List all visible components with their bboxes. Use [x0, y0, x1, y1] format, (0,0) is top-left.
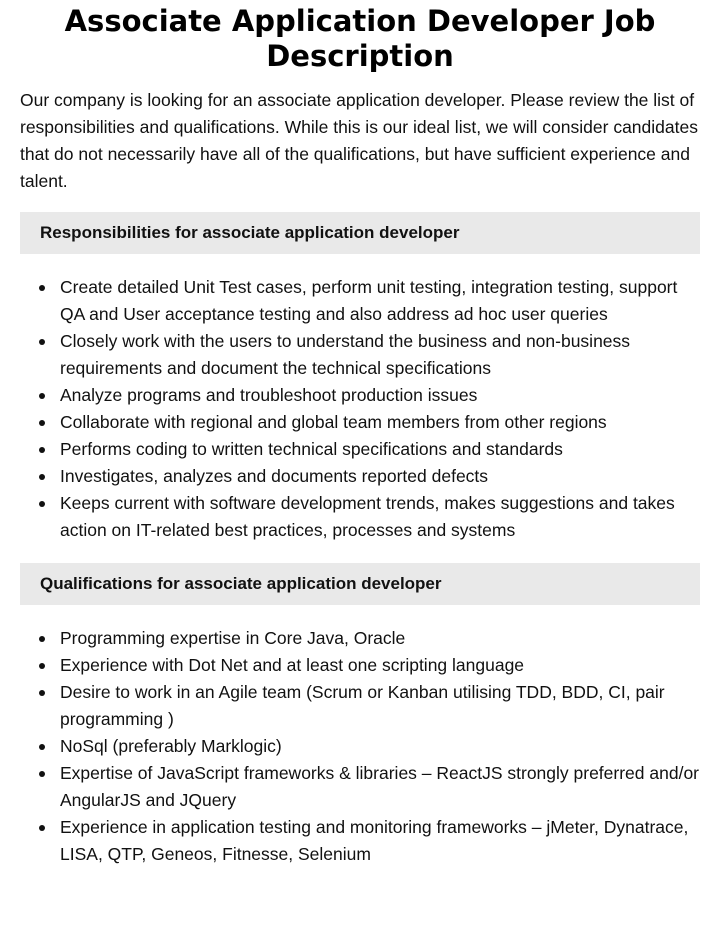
page-title: Associate Application Developer Job Description: [64, 4, 656, 73]
list-item-text: NoSql (preferably Marklogic): [60, 736, 282, 756]
list-item-text: Experience with Dot Net and at least one scripting language: [60, 655, 525, 675]
list-item: [20, 409, 700, 436]
list-item: [20, 679, 700, 733]
list-item-text: Investigates, analyzes and documents reported defects: [60, 466, 489, 486]
bullet-icon: [39, 393, 45, 399]
list-item: [20, 760, 700, 814]
intro-paragraph: Our company is looking for an associate application developer. Please review the list of responsibilities and qualifications. While this is our ideal list, we will consider candidates that do not necessarily have all of the qualifications, but have sufficient experience and talent.: [20, 90, 698, 191]
list-item-text: Expertise of JavaScript frameworks & libraries – ReactJS strongly preferred and/or AngularJS and JQuery: [60, 763, 700, 810]
bullet-icon: [39, 663, 45, 669]
bullet-icon: [39, 771, 45, 777]
qualifications-header: [20, 563, 700, 605]
list-item-text: Experience in application testing and monitoring frameworks – jMeter, Dynatrace, LISA, QTP, Geneos, Fitnesse, Selenium: [60, 817, 689, 864]
list-item: [20, 274, 700, 328]
bullet-icon: [39, 447, 45, 453]
list-item-text: Closely work with the users to understand the business and non-business requirements and document the technical specifications: [60, 331, 631, 378]
bullet-icon: [39, 339, 45, 345]
list-item: [20, 328, 700, 382]
list-item: [20, 625, 700, 652]
responsibilities-list: [20, 274, 700, 544]
qualifications-section: [20, 563, 700, 868]
bullet-icon: [39, 420, 45, 426]
list-item-text: Keeps current with software development trends, makes suggestions and takes action on IT-related best practices, processes and systems: [60, 493, 675, 540]
qualifications-heading: Qualifications for associate application developer: [40, 574, 442, 593]
qualifications-list: [20, 625, 700, 868]
list-item-text: Collaborate with regional and global team members from other regions: [60, 412, 607, 432]
list-item: [20, 814, 700, 868]
bullet-icon: [39, 825, 45, 831]
list-item: [20, 382, 700, 409]
bullet-icon: [39, 744, 45, 750]
list-item-text: Performs coding to written technical specifications and standards: [60, 439, 563, 459]
list-item-text: Desire to work in an Agile team (Scrum or Kanban utilising TDD, BDD, CI, pair programming ): [60, 682, 665, 729]
bullet-icon: [39, 285, 45, 291]
responsibilities-header: [20, 212, 700, 254]
responsibilities-section: [20, 212, 700, 544]
list-item: [20, 733, 700, 760]
bullet-icon: [39, 636, 45, 642]
list-item-text: Analyze programs and troubleshoot production issues: [60, 385, 478, 405]
bullet-icon: [39, 501, 45, 507]
list-item: [20, 652, 700, 679]
list-item: [20, 436, 700, 463]
bullet-icon: [39, 474, 45, 480]
list-item-text: Create detailed Unit Test cases, perform unit testing, integration testing, support QA and User acceptance testing and also address ad hoc user queries: [60, 277, 678, 324]
list-item: [20, 490, 700, 544]
responsibilities-heading: Responsibilities for associate application developer: [40, 223, 460, 242]
list-item: [20, 463, 700, 490]
list-item-text: Programming expertise in Core Java, Oracle: [60, 628, 406, 648]
bullet-icon: [39, 690, 45, 696]
